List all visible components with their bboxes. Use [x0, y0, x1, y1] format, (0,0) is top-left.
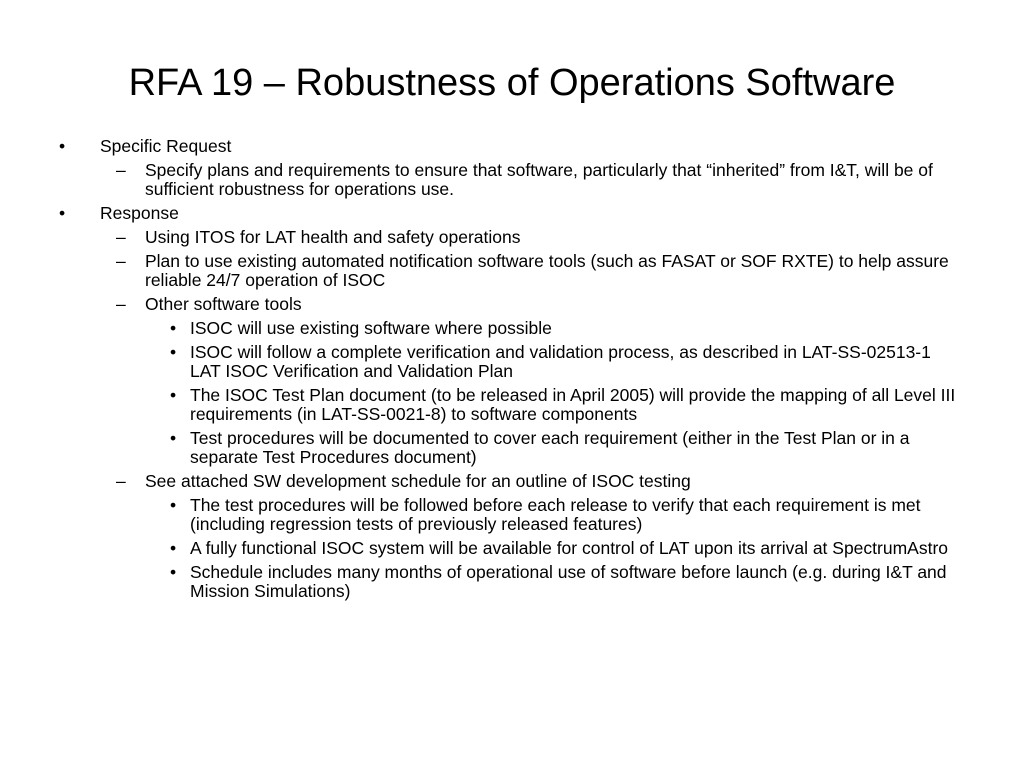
bullet-response — [0, 204, 1024, 223]
sub-sub-item-text: Schedule includes many months of operational use of software before launch (e.g. during I&T and Mission Simulations) — [190, 562, 947, 601]
sub-item-text: See attached SW development schedule for an outline of ISOC testing — [145, 471, 691, 491]
sub-sub-item — [0, 429, 1024, 467]
sub-item-text: Plan to use existing automated notification software tools (such as FASAT or SOF RXTE) to help assure reliable 24/7 operation of ISOC — [145, 251, 949, 290]
sub-sub-item — [0, 539, 1024, 558]
bullet-marker: • — [170, 428, 177, 448]
sub-sub-item — [0, 386, 1024, 424]
bullet-specific-request — [0, 137, 1024, 156]
dash-marker: – — [116, 294, 126, 314]
sub-sub-item — [0, 343, 1024, 381]
dash-marker: – — [116, 471, 126, 491]
sub-item-text: Other software tools — [145, 294, 302, 314]
sub-sub-item — [0, 563, 1024, 601]
dash-marker: – — [116, 251, 126, 271]
bullet-marker: • — [170, 495, 177, 515]
bullet-marker: • — [59, 203, 66, 223]
slide-body — [0, 137, 1024, 606]
bullet-marker: • — [170, 342, 177, 362]
sub-sub-item-text: A fully functional ISOC system will be available for control of LAT upon its arrival at SpectrumAstro — [190, 538, 949, 558]
sub-sub-item — [0, 496, 1024, 534]
bullet-text: Response — [100, 203, 179, 223]
bullet-marker: • — [170, 538, 177, 558]
sub-item-sw-schedule — [0, 472, 1024, 491]
sub-item-text: Using ITOS for LAT health and safety operations — [145, 227, 521, 247]
dash-marker: – — [116, 160, 126, 180]
sub-item-text: Specify plans and requirements to ensure that software, particularly that “inherited” from I&T, will be of sufficient robustness for operations use. — [145, 160, 933, 199]
sub-item-other-software-tools — [0, 295, 1024, 314]
sub-sub-item-text: ISOC will use existing software where possible — [190, 318, 552, 338]
bullet-marker: • — [170, 385, 177, 405]
dash-marker: – — [116, 227, 126, 247]
sub-item-notification-tools — [0, 252, 1024, 290]
bullet-marker: • — [170, 562, 177, 582]
bullet-marker: • — [59, 136, 66, 156]
slide-title: RFA 19 – Robustness of Operations Software — [128, 62, 896, 104]
bullet-marker: • — [170, 318, 177, 338]
sub-sub-item-text: The test procedures will be followed before each release to verify that each requirement is met (including regression tests of previously released features) — [190, 495, 921, 534]
sub-sub-item-text: Test procedures will be documented to cover each requirement (either in the Test Plan or in a separate Test Procedures document) — [190, 428, 910, 467]
bullet-text: Specific Request — [100, 136, 232, 156]
sub-sub-item-text: ISOC will follow a complete verification and validation process, as described in LAT-SS-02513-1 LAT ISOC Verification and Validation Plan — [190, 342, 931, 381]
sub-sub-item — [0, 319, 1024, 338]
sub-item-specify-plans — [0, 161, 1024, 199]
sub-sub-item-text: The ISOC Test Plan document (to be released in April 2005) will provide the mapping of all Level III requirements (in LAT-SS-0021-8) to software components — [190, 385, 956, 424]
sub-item-itos — [0, 228, 1024, 247]
